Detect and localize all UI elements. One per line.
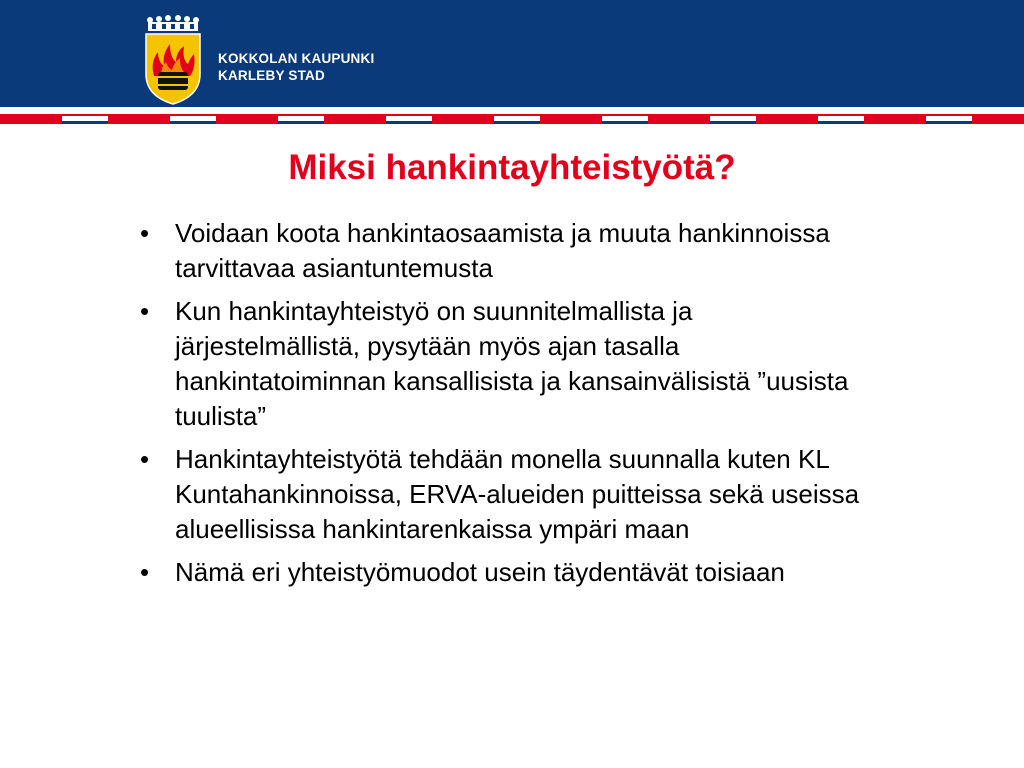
bullet-item (140, 294, 880, 434)
bullet-marker: • (140, 296, 150, 326)
bullet-marker: • (140, 218, 150, 248)
header-stripe (0, 107, 1024, 127)
bullet-item (140, 216, 880, 286)
bullet-text: Hankintayhteistyötä tehdään monella suunnalla kuten KL Kuntahankinnoissa, ERVA-alueiden puitteissa sekä useissa alueellisissa hankintarenkaissa ympäri maan (175, 444, 860, 544)
bullet-marker: • (140, 444, 150, 474)
bullet-text: Kun hankintayhteistyö on suunnitelmallista ja järjestelmällistä, pysytään myös ajan tasalla hankintatoiminnan kansallisista ja kansainvälisistä ”uusista tuulista” (175, 296, 849, 431)
bullet-text: Nämä eri yhteistyömuodot usein täydentävät toisiaan (175, 557, 785, 587)
bullet-item (140, 555, 880, 590)
city-name-block (218, 50, 374, 84)
bullet-list (140, 216, 880, 598)
city-name-swedish: KARLEBY STAD (218, 68, 325, 83)
kokkola-coat-of-arms-icon (140, 14, 206, 106)
city-name-finnish: KOKKOLAN KAUPUNKI (218, 51, 375, 66)
slide-title: Miksi hankintayhteistyötä? (288, 148, 736, 187)
bullet-marker: • (140, 557, 150, 587)
header-bar (0, 0, 1024, 107)
bullet-item (140, 442, 880, 547)
bullet-text: Voidaan koota hankintaosaamista ja muuta hankinnoissa tarvittavaa asiantuntemusta (175, 218, 830, 283)
